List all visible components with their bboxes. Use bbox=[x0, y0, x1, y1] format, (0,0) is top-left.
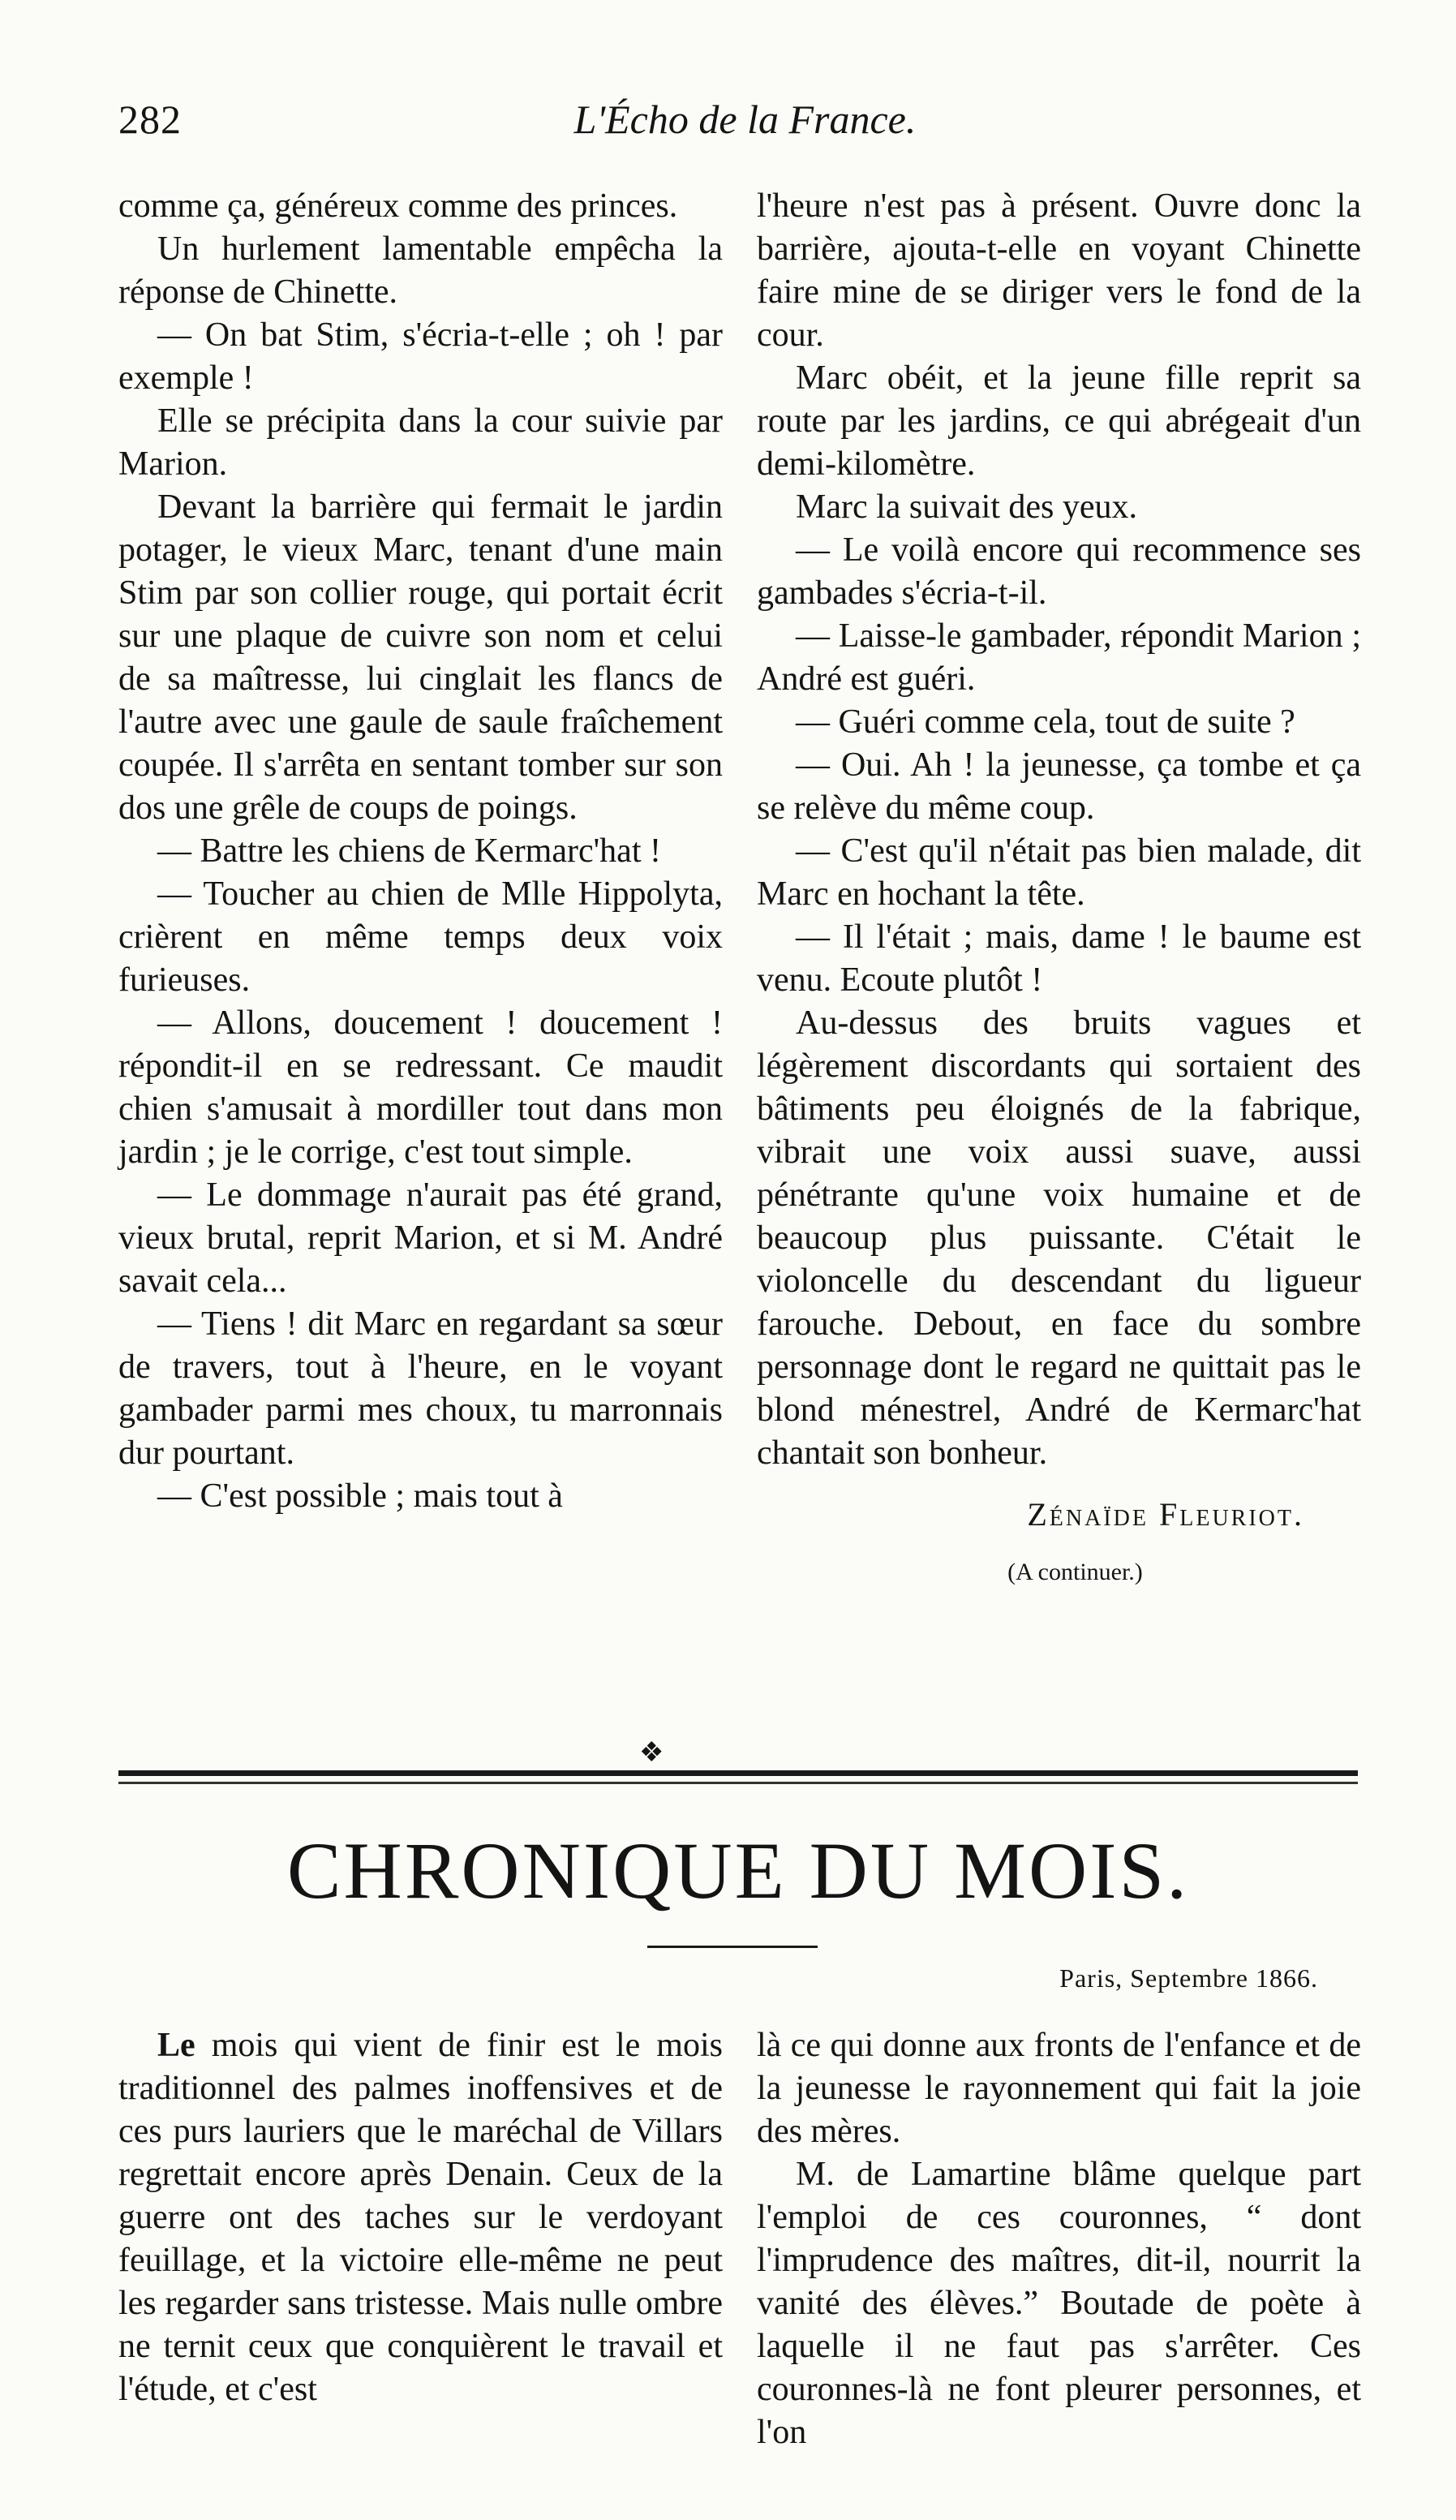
story-paragraph: Au-dessus des bruits vagues et légèrement discordants qui sortaient des bâtiments peu éloignés de la fabrique, vibrait une voix aussi suave, aussi pénétrante qu'une voix humaine et de beaucoup plus puissante. C'était le violoncelle du descendant du ligueur farouche. Debout, en face du sombre personnage dont le regard ne quittait pas le blond ménestrel, André de Kermarc'hat chantait son bonheur. bbox=[757, 1004, 1361, 1472]
story-paragraph: Un hurlement lamentable empêcha la réponse de Chinette. bbox=[118, 230, 723, 311]
divider-thick-rule bbox=[118, 1770, 1358, 1776]
story-paragraph: — Le voilà encore qui recommence ses gambades s'écria-t-il. bbox=[757, 531, 1361, 612]
story-paragraph: — C'est possible ; mais tout à bbox=[157, 1477, 563, 1515]
section-title: CHRONIQUE DU MOIS. bbox=[286, 1825, 1190, 1916]
story-paragraph: — Toucher au chien de Mlle Hippolyta, crièrent en même temps deux voix furieuses. bbox=[118, 875, 723, 999]
story-paragraph: Elle se précipita dans la cour suivie par Marion. bbox=[118, 402, 723, 483]
page-header bbox=[118, 96, 1372, 153]
story-right-column bbox=[757, 185, 1361, 1593]
story-paragraph: — Le dommage n'aurait pas été grand, vieux brutal, reprit Marion, et si M. André savait cela... bbox=[118, 1176, 723, 1300]
story-paragraph: — Il l'était ; mais, dame ! le baume est venu. Ecoute plutôt ! bbox=[757, 918, 1361, 999]
continuation-note: (A continuer.) bbox=[1007, 1559, 1143, 1585]
story-paragraph: — On bat Stim, s'écria-t-elle ; oh ! par exemple ! bbox=[118, 316, 723, 397]
lead-word: Le bbox=[157, 2027, 195, 2064]
section-divider bbox=[118, 1770, 1358, 1788]
story-paragraph: l'heure n'est pas à présent. Ouvre donc la barrière, ajouta-t-elle en voyant Chinette faire mine de se diriger vers le fond de la cour. bbox=[757, 187, 1361, 354]
story-left-column bbox=[118, 185, 723, 1518]
story-paragraph: — Laisse-le gambader, répondit Marion ; André est guéri. bbox=[757, 617, 1361, 698]
story-paragraph: — Tiens ! dit Marc en regardant sa sœur de travers, tout à l'heure, en le voyant gambader parmi mes choux, tu marronnais dur pourtant. bbox=[118, 1305, 723, 1472]
story-paragraph: comme ça, généreux comme des princes. bbox=[118, 187, 678, 225]
story-paragraph: — Allons, doucement ! doucement ! répondit-il en se redressant. Ce maudit chien s'amusait à mordiller tout dans mon jardin ; je le corrige, c'est tout simple. bbox=[118, 1004, 723, 1171]
story-paragraph: — C'est qu'il n'était pas bien malade, dit Marc en hochant la tête. bbox=[757, 832, 1361, 913]
lead-text: mois qui vient de finir est le mois traditionnel des palmes inoffensives et de ces purs lauriers que le maréchal de Villars regrettait encore après Denain. Ceux de la guerre ont des taches sur le verdoyant feuillage, et la victoire elle-même ne peut les regarder sans tristesse. Mais nulle ombre ne ternit ceux que conquièrent le travail et l'étude, et c'est bbox=[118, 2027, 723, 2408]
chronique-left-column bbox=[118, 2024, 723, 2411]
running-title: L'Écho de la France. bbox=[573, 97, 917, 142]
chronique-paragraph bbox=[118, 2024, 723, 2411]
dateline: Paris, Septembre 1866. bbox=[1059, 1963, 1318, 1993]
chronique-right-column bbox=[757, 2024, 1361, 2454]
story-paragraph: — Oui. Ah ! la jeunesse, ça tombe et ça se relève du même coup. bbox=[757, 746, 1361, 827]
ink-mark: ❖ bbox=[639, 1738, 664, 1768]
story-paragraph: Devant la barrière qui fermait le jardin potager, le vieux Marc, tenant d'une main Stim par son collier rouge, qui portait écrit sur une plaque de cuivre son nom et celui de sa maîtresse, lui cinglait les flancs de l'autre avec une gaule de saule fraîchement coupée. Il s'arrêta en sentant tomber sur son dos une grêle de coups de poings. bbox=[118, 488, 723, 827]
chronique-paragraph: M. de Lamartine blâme quelque part l'emploi de ces couronnes, “ dont l'imprudence des maîtres, dit-il, nourrit la vanité des élèves.” Boutade de poète à laquelle il ne faut pas s'arrêter. Ces couronnes-là ne font pleurer personnes, et l'on bbox=[757, 2156, 1361, 2451]
story-paragraph: — Guéri comme cela, tout de suite ? bbox=[796, 703, 1295, 741]
story-paragraph: — Battre les chiens de Kermarc'hat ! bbox=[157, 832, 661, 870]
story-paragraph: Marc obéit, et la jeune fille reprit sa route par les jardins, ce qui abrégeait d'un demi-kilomètre. bbox=[757, 359, 1361, 483]
page-number: 282 bbox=[118, 97, 182, 142]
title-underline bbox=[647, 1946, 818, 1948]
author-signature: Zénaïde Fleuriot. bbox=[1027, 1496, 1304, 1533]
chronique-paragraph: là ce qui donne aux fronts de l'enfance et de la jeunesse le rayonnement qui fait la joie des mères. bbox=[757, 2027, 1361, 2150]
divider-thin-rule bbox=[118, 1782, 1358, 1784]
story-paragraph: Marc la suivait des yeux. bbox=[796, 488, 1138, 526]
